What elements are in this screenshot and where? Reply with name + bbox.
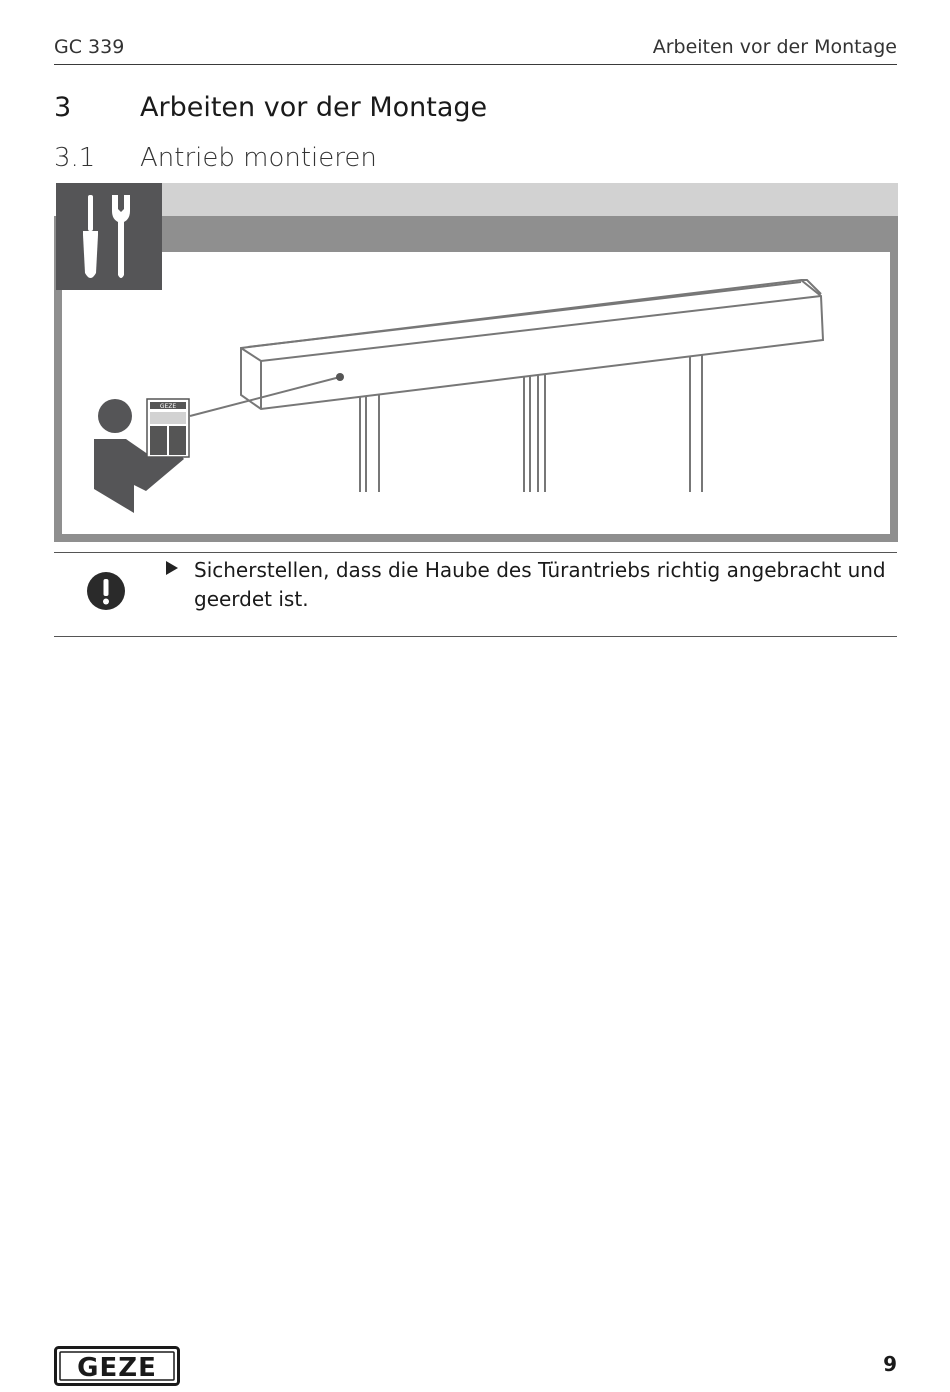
bullet-triangle-icon [166, 561, 178, 575]
page-header [54, 34, 897, 65]
page-number: 9 [883, 1352, 897, 1376]
chapter-number: 3 [54, 92, 72, 123]
geze-logo [54, 1346, 180, 1386]
logo-text: GEZE [77, 1353, 157, 1383]
notice-instruction: Sicherstellen, dass die Haube des Türantriebs richtig angebracht und geerdet ist. [194, 558, 886, 611]
chapter-title: Arbeiten vor der Montage [140, 92, 488, 123]
header-section: Arbeiten vor der Montage [652, 36, 897, 58]
manual-brand: GEZE [159, 403, 177, 410]
warning-notice [54, 552, 897, 637]
mounting-illustration [54, 183, 898, 543]
screwdriver-wrench-icon [56, 183, 162, 290]
figure-top-bar [162, 183, 898, 216]
header-product: GC 339 [54, 36, 125, 58]
warning-exclamation-icon [86, 571, 126, 611]
section-number: 3.1 [54, 143, 96, 173]
section-title: Antrieb montieren [140, 143, 377, 173]
